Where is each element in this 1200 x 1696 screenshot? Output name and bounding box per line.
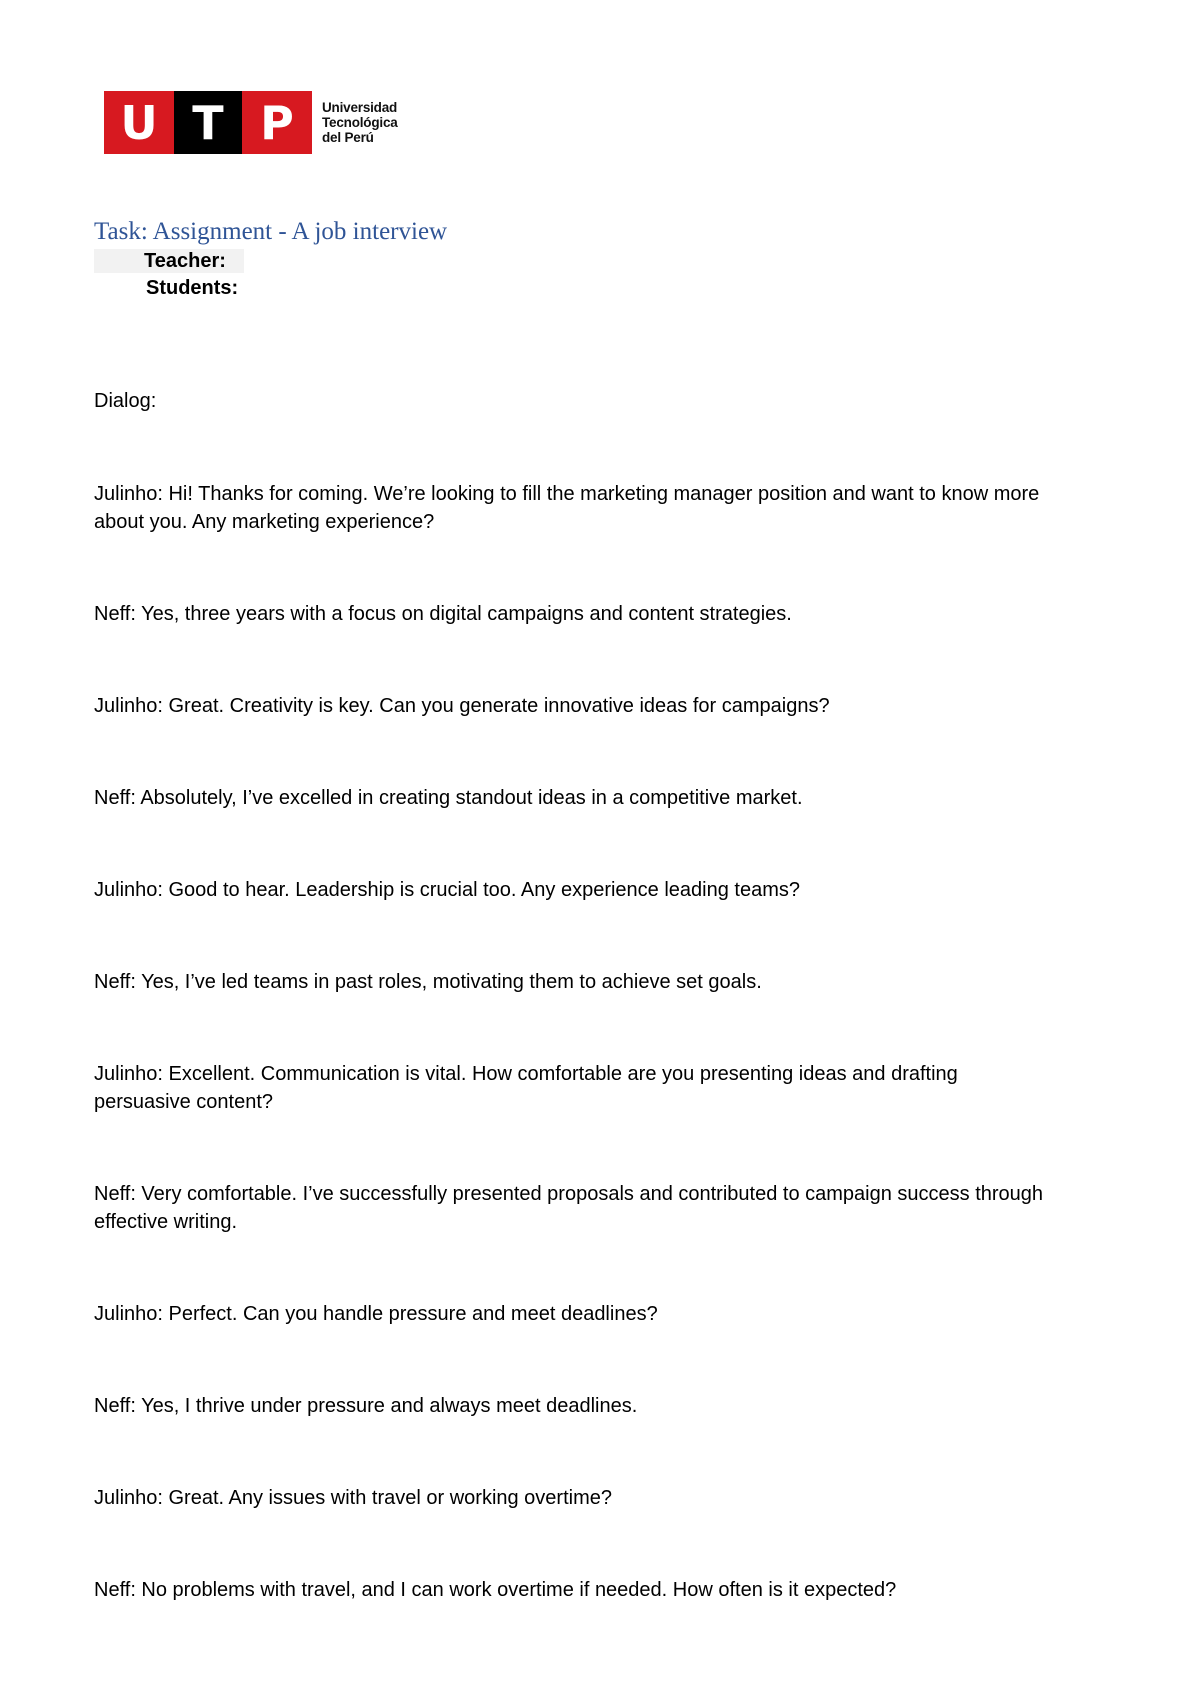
dialog-line: Neff: Yes, I’ve led teams in past roles, motivating them to achieve set goals.	[94, 971, 762, 993]
dialog-heading: Dialog:	[94, 390, 157, 412]
dialog-line: Julinho: Good to hear. Leadership is crucial too. Any experience leading teams?	[94, 879, 800, 901]
dialog-line: Julinho: Hi! Thanks for coming. We’re looking to fill the marketing manager position and want to know more about you. Any marketing experience?	[94, 483, 1040, 533]
utp-logo	[104, 91, 398, 154]
logo-letter-u: U	[104, 91, 174, 154]
logo-letter-p: P	[242, 91, 312, 154]
logo-university-name	[322, 100, 398, 145]
dialog-line: Julinho: Perfect. Can you handle pressure and meet deadlines?	[94, 1303, 658, 1325]
teacher-label: Teacher:	[94, 249, 244, 273]
dialog-line: Neff: Yes, I thrive under pressure and always meet deadlines.	[94, 1395, 638, 1417]
task-title: Task: Assignment - A job interview	[94, 218, 448, 245]
logo-letter-t: T	[174, 91, 242, 154]
dialog-list	[94, 480, 1044, 1668]
logo-text-line-3: del Perú	[322, 130, 374, 145]
dialog-line: Neff: Absolutely, I’ve excelled in creating standout ideas in a competitive market.	[94, 787, 803, 809]
dialog-line: Julinho: Great. Creativity is key. Can you generate innovative ideas for campaigns?	[94, 695, 830, 717]
logo-text-line-2: Tecnológica	[322, 115, 398, 130]
students-label: Students:	[146, 277, 239, 299]
dialog-line: Neff: No problems with travel, and I can work overtime if needed. How often is it expected?	[94, 1579, 897, 1601]
logo-text-line-1: Universidad	[322, 100, 398, 115]
dialog-line: Julinho: Great. Any issues with travel or working overtime?	[94, 1487, 612, 1509]
dialog-line: Julinho: Excellent. Communication is vital. How comfortable are you presenting ideas and drafting persuasive content?	[94, 1063, 958, 1113]
dialog-line: Neff: Yes, three years with a focus on digital campaigns and content strategies.	[94, 603, 792, 625]
dialog-line: Neff: Very comfortable. I’ve successfully presented proposals and contributed to campaign success through effective writing.	[94, 1183, 1044, 1233]
